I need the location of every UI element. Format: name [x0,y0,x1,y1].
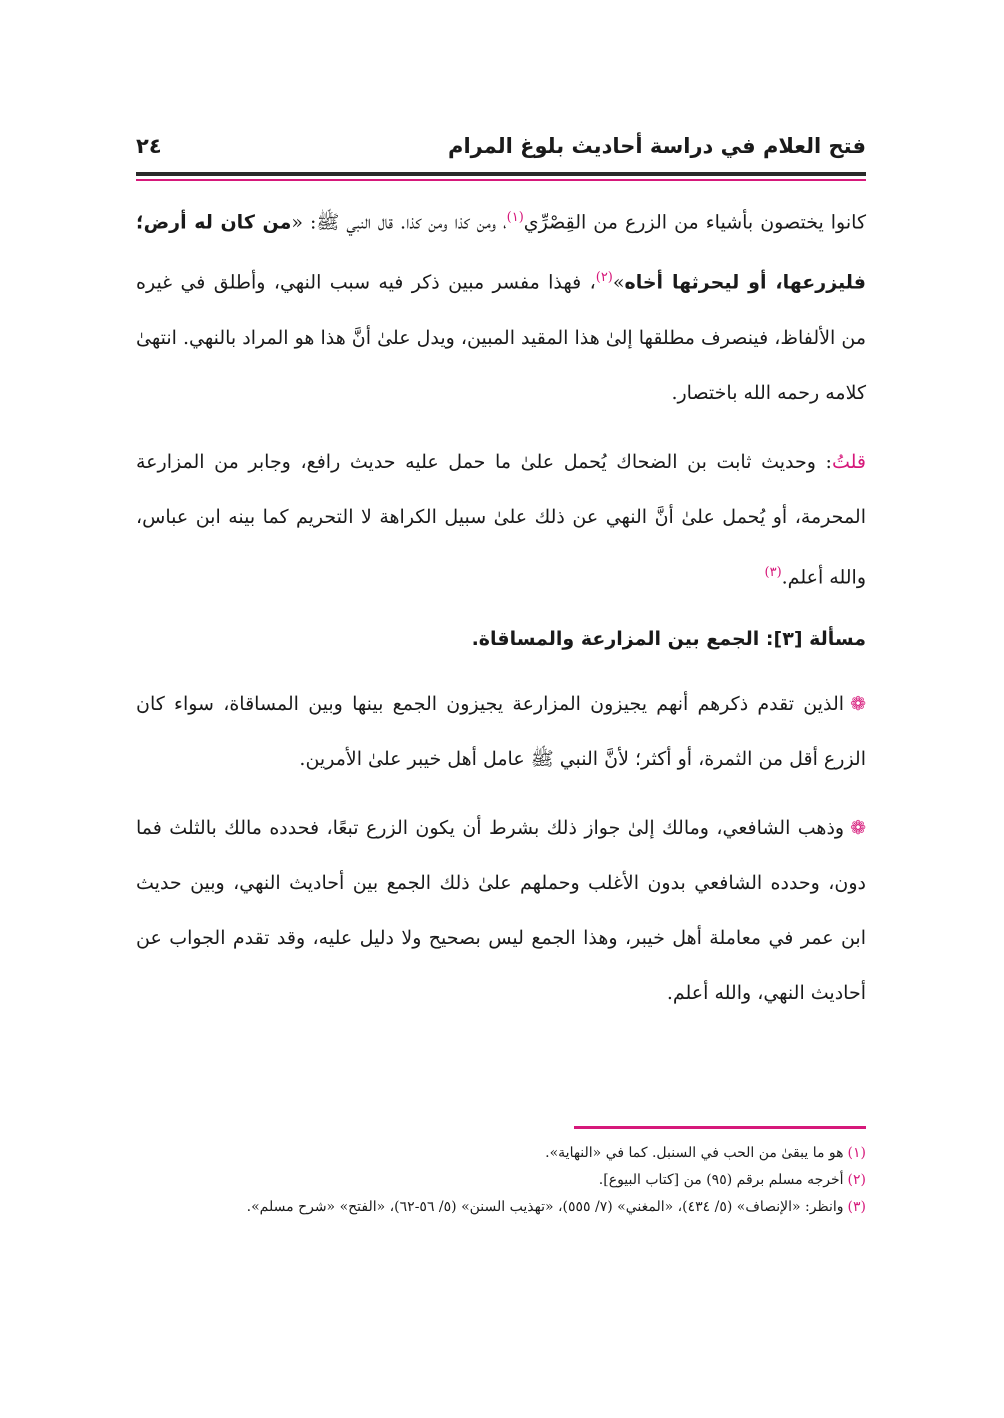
p3-text: الذين تقدم ذكرهم أنهم يجيزون المزارعة يجيزون الجمع بينها وبين المساقاة، سواء كان الزرع أقل من الثمرة، أو أكثر؛ لأنَّ النبي ﷺ عامل أهل خيبر علىٰ الأمرين. [136,692,866,770]
footnote-2 [136,1167,866,1194]
footnote-3 [136,1194,866,1221]
flower-bullet-icon: ❁ [850,816,866,839]
p1-text-a: كانوا يختصون بأشياء من الزرع من القِصْرِّي [523,211,866,234]
footnotes [136,1140,866,1221]
flower-bullet-icon: ❁ [850,692,866,715]
footnote-text: وانظر: «الإنصاف» (٥/ ٤٣٤)، «المغني» (٧/ ٥٥٥)، «تهذيب السنن» (٥/ ٥٦-٦٢)، «الفتح» «شرح مسلم». [246,1199,844,1215]
issue-label: مسألة [٣]: [765,627,866,650]
footnote-number: (٢) [847,1172,866,1188]
footnote-text: أخرجه مسلم برقم (٩٥) من [كتاب البيوع]. [598,1172,844,1188]
p1-text-d: ، فهذا مفسر مبين ذكر فيه سبب النهي، وأطلق في غيره من الألفاظ، فينصرف مطلقها إلىٰ هذا المقيد المبين، ويدل علىٰ أنَّ هذا هو المراد بالنهي. انتهىٰ كلامه رحمه الله باختصار. [136,271,866,404]
footnote-ref-2[interactable]: (٢) [595,270,613,286]
p1-text-c: » [612,271,625,294]
footnote-text: هو ما يبقىٰ من الحب في السنبل. كما في «النهاية». [545,1145,844,1161]
paragraph-3 [136,677,866,787]
book-title: فتح العلام في دراسة أحاديث بلوغ المرام [448,134,866,158]
footnote-1 [136,1140,866,1167]
page-number: ٢٤ [136,134,162,158]
running-header [136,128,866,164]
issue-title: الجمع بين المزارعة والمساقاة. [471,627,760,650]
p4-text: وذهب الشافعي، ومالك إلىٰ جواز ذلك بشرط أن يكون الزرع تبعًا، فحدده مالك بالثلث فما دون، وحدده الشافعي بدون الأغلب وحملهم علىٰ ذلك الجمع بين أحاديث النهي، وبين حديث ابن عمر في معاملة أهل خيبر، وهذا الجمع ليس بصحيح ولا دليل عليه، وقد تقدم الجواب عن أحاديث النهي، والله أعلم. [136,816,866,1004]
footnote-number: (١) [847,1145,866,1161]
paragraph-1 [136,190,866,421]
paragraph-4 [136,801,866,1021]
document-page [136,128,866,1215]
qult-label: قلتُ [831,450,866,473]
hadith-quote: من كان له أرض؛ فليزرعها، أو ليحرثها أخاه [136,211,866,294]
p1-text-b: ، ومن كذا ومن كذا. قال النبي ﷺ: « [291,211,507,234]
footnote-number: (٣) [847,1199,866,1215]
paragraph-2 [136,435,866,605]
footnote-separator [574,1126,866,1129]
footnote-ref-3[interactable]: (٣) [764,564,782,580]
header-rule-pink [136,179,866,181]
section-heading [136,619,866,659]
main-text [136,190,866,1035]
p2-text: : وحديث ثابت بن الضحاك يُحمل علىٰ ما حمل عليه حديث رافع، وجابر من المزارعة المحرمة، أو يُحمل علىٰ أنَّ النهي عن ذلك علىٰ سبيل الكراهة لا التحريم كما بينه ابن عباس، والله أعلم. [136,450,866,588]
header-rule-dark [136,172,866,176]
footnote-ref-1[interactable]: (١) [506,210,524,225]
